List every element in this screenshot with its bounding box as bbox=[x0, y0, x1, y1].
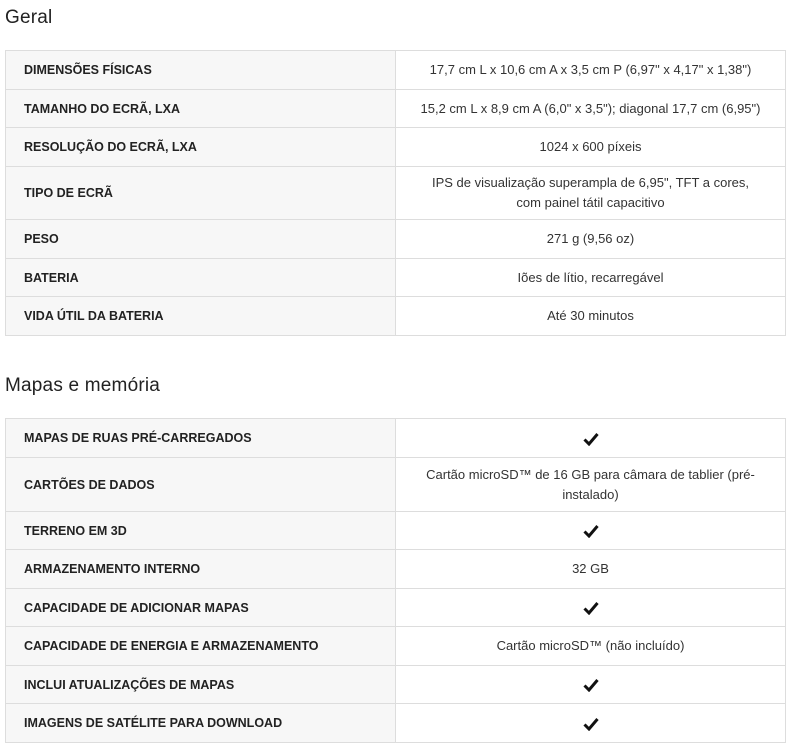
specs-table-mapas bbox=[5, 418, 786, 743]
table-row bbox=[6, 90, 786, 128]
specs-table-geral bbox=[5, 50, 786, 336]
table-row bbox=[6, 51, 786, 90]
spec-value: Cartão microSD™ de 16 GB para câmara de tablier (pré-instalado) bbox=[396, 458, 786, 512]
table-row bbox=[6, 512, 786, 550]
table-row bbox=[6, 589, 786, 627]
section-title-mapas: Mapas e memória bbox=[5, 375, 161, 396]
spec-value: 271 g (9,56 oz) bbox=[396, 220, 786, 259]
spec-label: IMAGENS DE SATÉLITE PARA DOWNLOAD bbox=[6, 704, 396, 743]
table-row bbox=[6, 259, 786, 297]
spec-value bbox=[396, 419, 786, 458]
checkmark-icon bbox=[583, 524, 599, 538]
spec-value bbox=[396, 512, 786, 550]
table-row bbox=[6, 167, 786, 220]
spec-label: TIPO DE ECRÃ bbox=[6, 167, 396, 220]
spec-value: 32 GB bbox=[396, 550, 786, 589]
spec-label: TERRENO EM 3D bbox=[6, 512, 396, 550]
spec-value: IPS de visualização superampla de 6,95", TFT a cores, com painel tátil capacitivo bbox=[396, 167, 786, 220]
spec-value: Iões de lítio, recarregável bbox=[396, 259, 786, 297]
table-row bbox=[6, 550, 786, 589]
spec-label: MAPAS DE RUAS PRÉ-CARREGADOS bbox=[6, 419, 396, 458]
spec-value: Cartão microSD™ (não incluído) bbox=[396, 627, 786, 666]
table-row bbox=[6, 666, 786, 704]
spec-label: CAPACIDADE DE ENERGIA E ARMAZENAMENTO bbox=[6, 627, 396, 666]
spec-value bbox=[396, 589, 786, 627]
spec-label: PESO bbox=[6, 220, 396, 259]
spec-label: CAPACIDADE DE ADICIONAR MAPAS bbox=[6, 589, 396, 627]
spec-label: BATERIA bbox=[6, 259, 396, 297]
spec-label: ARMAZENAMENTO INTERNO bbox=[6, 550, 396, 589]
table-row bbox=[6, 220, 786, 259]
spec-value bbox=[396, 666, 786, 704]
checkmark-icon bbox=[583, 601, 599, 615]
spec-value: Até 30 minutos bbox=[396, 297, 786, 336]
table-row bbox=[6, 458, 786, 512]
spec-value: 15,2 cm L x 8,9 cm A (6,0" x 3,5"); diagonal 17,7 cm (6,95") bbox=[396, 90, 786, 128]
spec-label: DIMENSÕES FÍSICAS bbox=[6, 51, 396, 90]
table-row bbox=[6, 419, 786, 458]
section-title-geral: Geral bbox=[5, 7, 53, 28]
spec-label: INCLUI ATUALIZAÇÕES DE MAPAS bbox=[6, 666, 396, 704]
spec-value: 17,7 cm L x 10,6 cm A x 3,5 cm P (6,97" x 4,17" x 1,38") bbox=[396, 51, 786, 90]
spec-value: 1024 x 600 píxeis bbox=[396, 128, 786, 167]
checkmark-icon bbox=[583, 432, 599, 446]
spec-label: CARTÕES DE DADOS bbox=[6, 458, 396, 512]
spec-label: VIDA ÚTIL DA BATERIA bbox=[6, 297, 396, 336]
spec-value bbox=[396, 704, 786, 743]
table-row bbox=[6, 704, 786, 743]
table-row bbox=[6, 128, 786, 167]
spec-label: RESOLUÇÃO DO ECRÃ, LXA bbox=[6, 128, 396, 167]
spec-label: TAMANHO DO ECRÃ, LXA bbox=[6, 90, 396, 128]
checkmark-icon bbox=[583, 717, 599, 731]
table-row bbox=[6, 627, 786, 666]
checkmark-icon bbox=[583, 678, 599, 692]
table-row bbox=[6, 297, 786, 336]
